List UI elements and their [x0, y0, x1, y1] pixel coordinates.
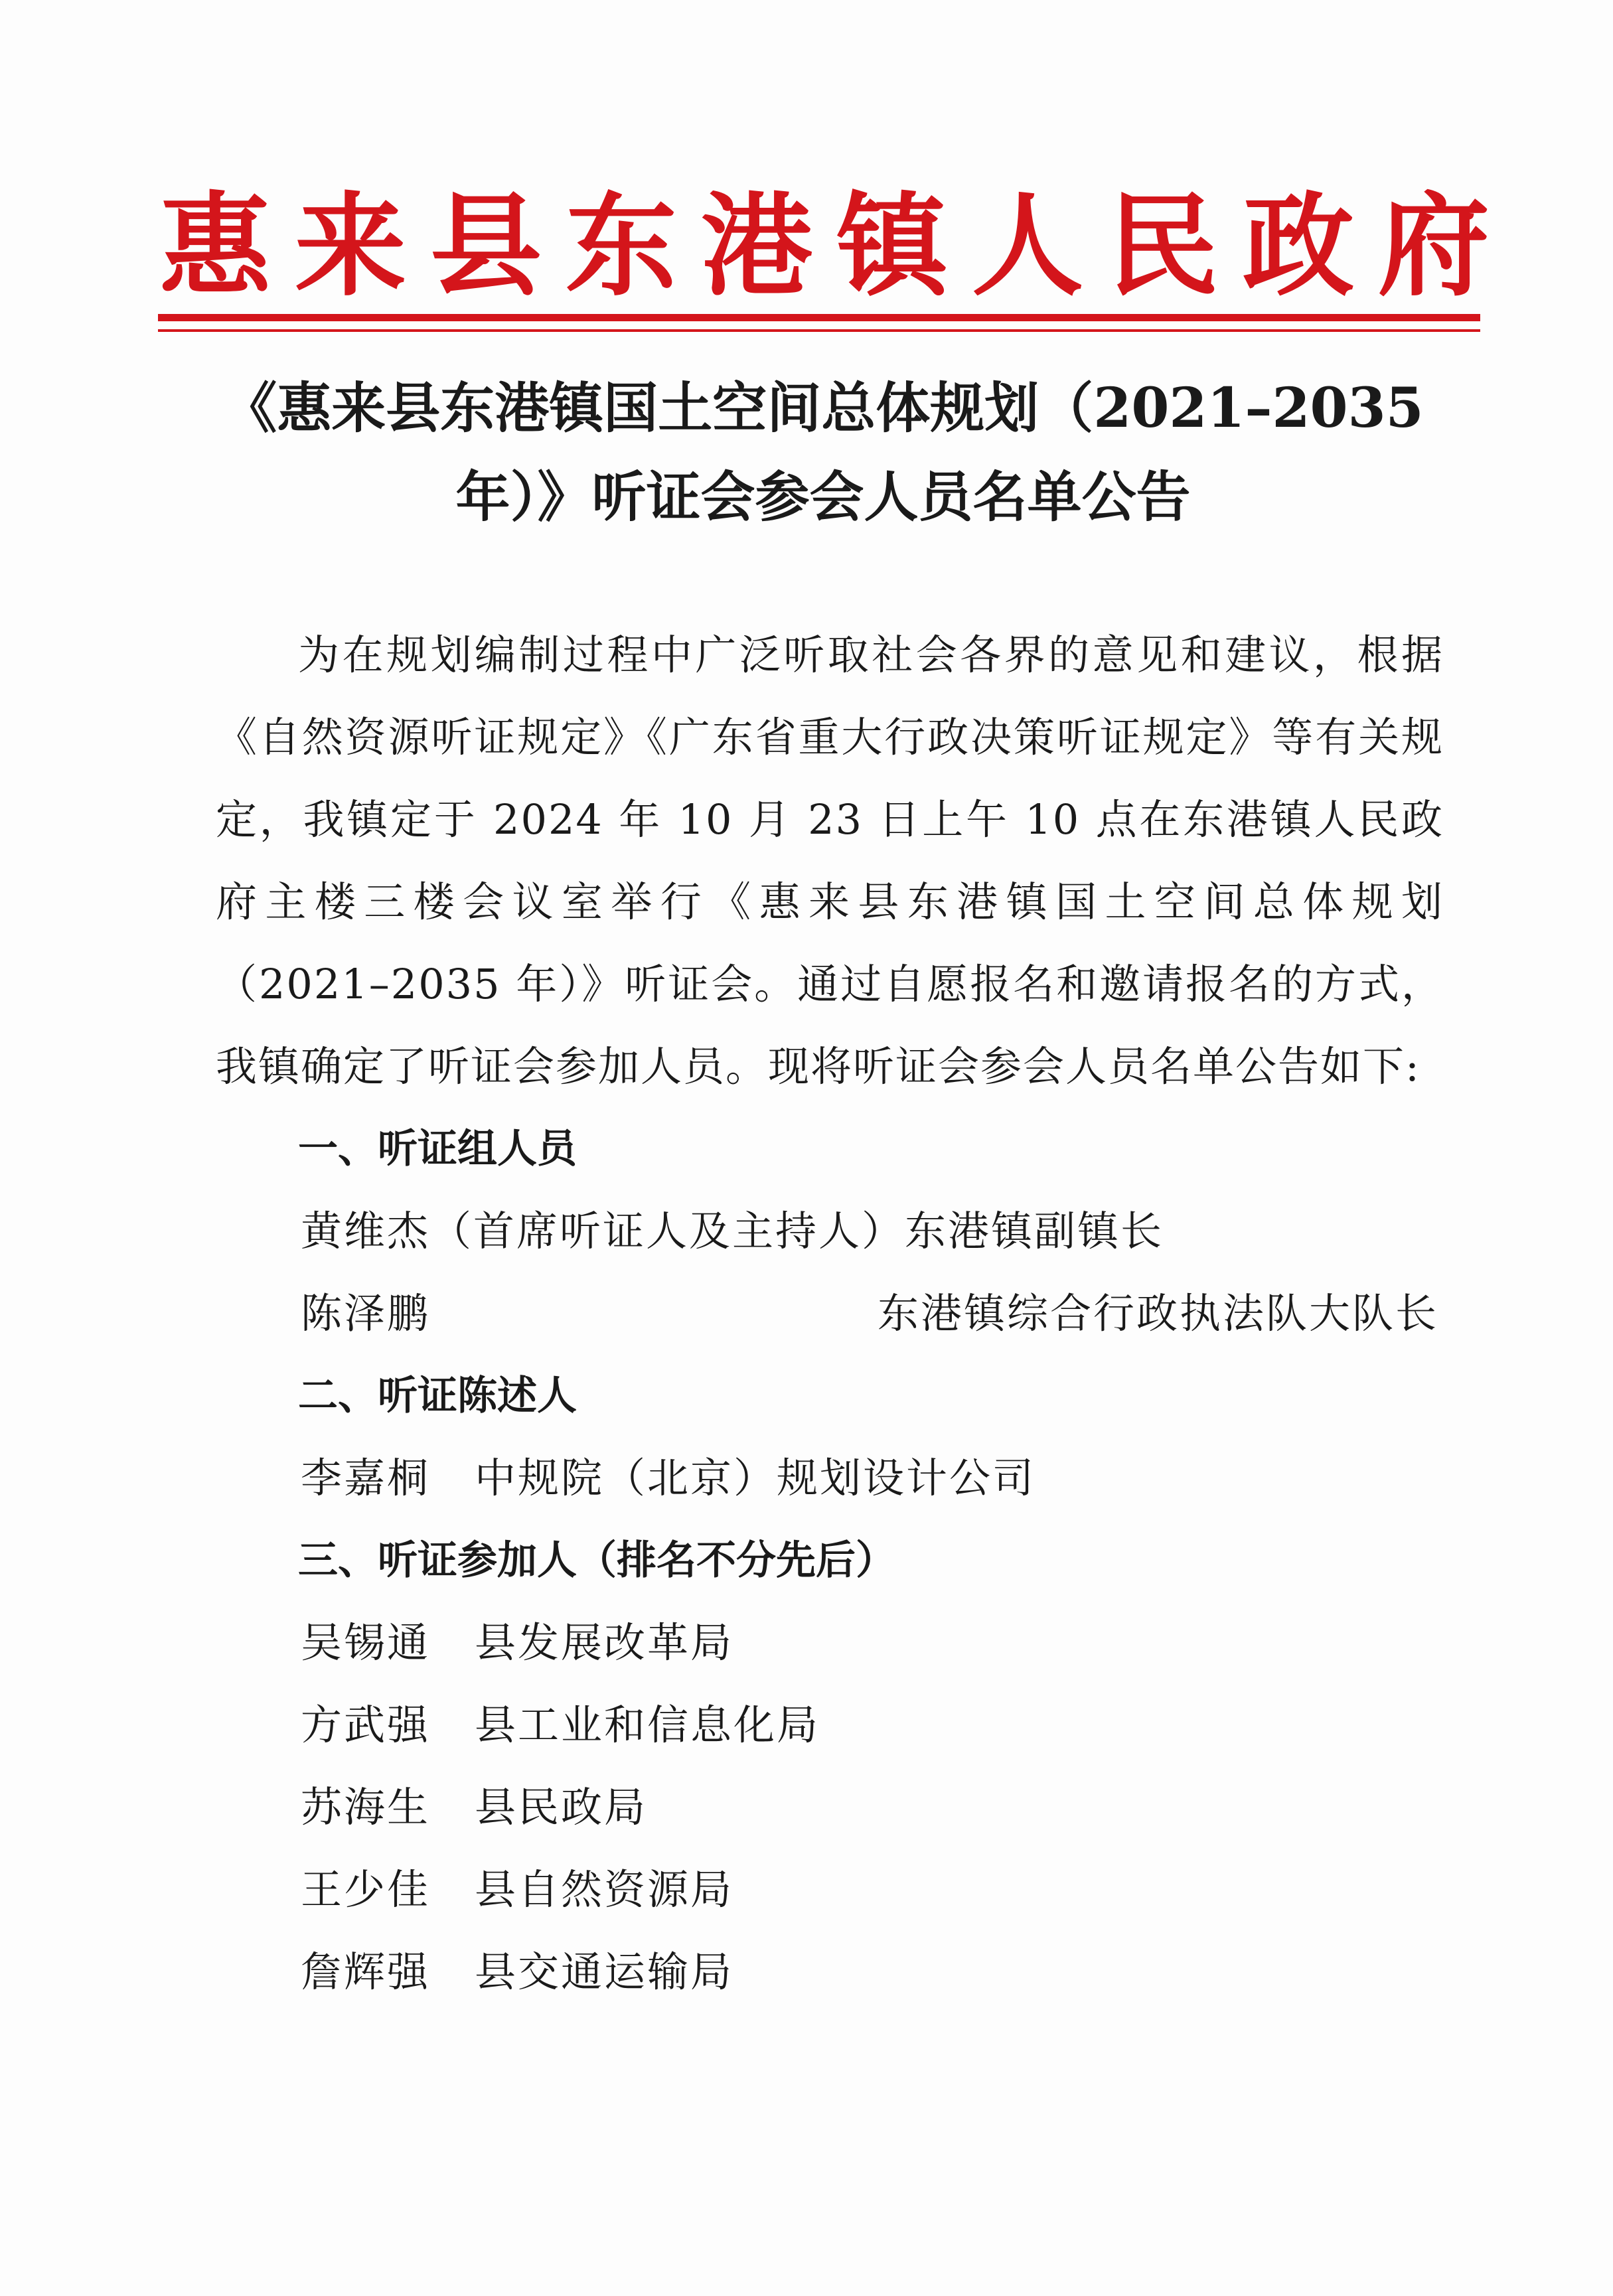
member-name: 李嘉桐	[301, 1454, 431, 1502]
member-role: 中规院（北京）规划设计公司	[475, 1454, 1036, 1502]
member-role: 县交通运输局	[475, 1948, 734, 1996]
member-name: 苏海生	[301, 1783, 431, 1831]
member-name: 方武强	[301, 1701, 431, 1749]
section-heading-participants: 三、听证参加人（排名不分先后）	[298, 1537, 895, 1584]
member-role: 县工业和信息化局	[475, 1701, 820, 1749]
member-row	[216, 1190, 1444, 1272]
member-row	[216, 1437, 1444, 1519]
member-name: 吴锡通	[301, 1618, 431, 1667]
masthead-rule-thick	[158, 314, 1480, 321]
member-name: 黄维杰（首席听证人及主持人）	[301, 1207, 905, 1255]
member-role: 县自然资源局	[475, 1865, 734, 1914]
member-row	[216, 1849, 1444, 1931]
issuer-masthead: 惠来县东港镇人民政府	[159, 180, 1513, 311]
section-heading-hearing-panel: 一、听证组人员	[298, 1126, 577, 1172]
member-role: 县民政局	[475, 1783, 648, 1831]
member-role: 东港镇副镇长	[905, 1207, 1164, 1255]
member-row	[216, 1602, 1444, 1684]
document-title	[199, 364, 1447, 542]
member-name: 陈泽鹏	[301, 1289, 431, 1338]
member-row	[216, 1766, 1444, 1849]
section-heading-statement-presenter: 二、听证陈述人	[298, 1373, 577, 1419]
member-row	[216, 1684, 1444, 1766]
member-name: 王少佳	[301, 1865, 431, 1914]
intro-paragraph: 为在规划编制过程中广泛听取社会各界的意见和建议，根据《自然资源听证规定》《广东省重大行政决策听证规定》等有关规定，我镇定于 2024 年 10 月 23 日上午 10 点在东港镇人民政府主楼三楼会议室举行《惠来县东港镇国土空间总体规划（2021–2035 年）》听证会。通过自愿报名和邀请报名的方式，我镇确定了听证会参加人员。现将听证会参会人员名单公告如下:	[216, 631, 1444, 1091]
document-title-line-2: 年）》听证会参会人员名单公告	[455, 465, 1191, 529]
member-row	[216, 1272, 1444, 1355]
member-role: 县发展改革局	[475, 1618, 734, 1667]
document-title-line-1: 《惠来县东港镇国土空间总体规划（2021–2035	[222, 376, 1424, 440]
document-body	[216, 614, 1444, 2013]
masthead-rule-thin	[158, 329, 1480, 332]
member-role: 东港镇综合行政执法队大队长	[877, 1289, 1438, 1338]
member-row	[216, 1931, 1444, 2013]
member-name: 詹辉强	[301, 1948, 431, 1996]
